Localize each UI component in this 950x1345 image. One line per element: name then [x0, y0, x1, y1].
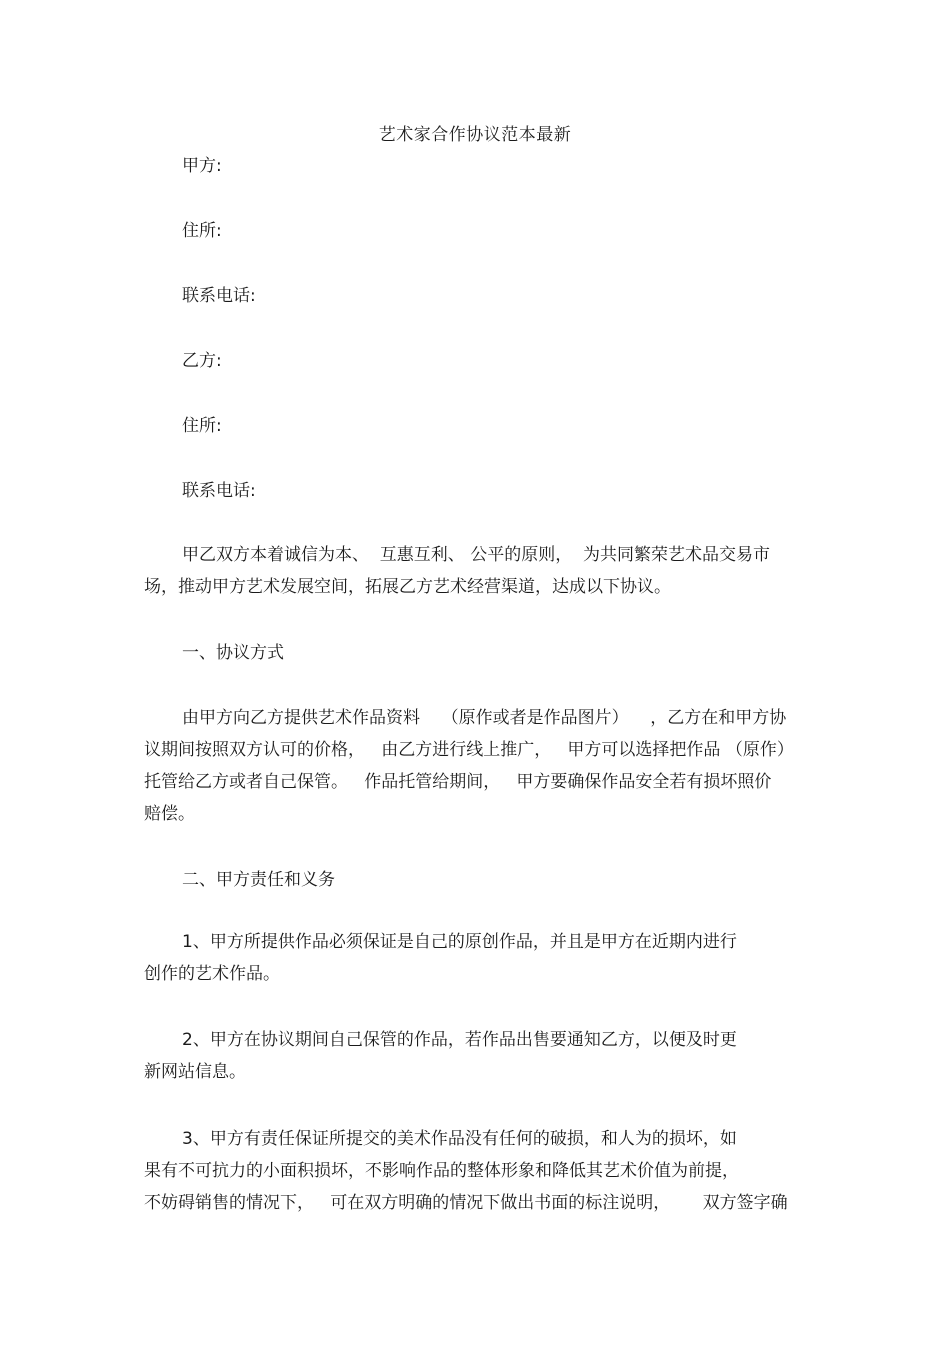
party-a-address-label: 住所: — [182, 221, 222, 241]
section-2-heading: 二、甲方责任和义务 — [182, 870, 335, 890]
section-2-item-3 — [144, 1123, 824, 1219]
party-a-name-label: 甲方: — [182, 156, 222, 176]
item-3-line: 不妨碍销售的情况下， 可在双方明确的情况下做出书面的标注说明， 双方签字确 — [144, 1193, 788, 1213]
section-2-item-2 — [144, 1024, 824, 1088]
party-a-phone-label: 联系电话: — [182, 286, 256, 306]
item-2-line: 2、甲方在协议期间自己保管的作品，若作品出售要通知乙方，以便及时更 — [182, 1030, 737, 1050]
preamble-line: 甲乙双方本着诚信为本、 互惠互利、 公平的原则， 为共同繁荣艺术品交易市 — [182, 545, 771, 565]
item-2-line: 新网站信息。 — [144, 1062, 246, 1082]
section-1-paragraph — [144, 702, 824, 830]
party-b-address-label: 住所: — [182, 416, 222, 436]
party-b-phone-label: 联系电话: — [182, 481, 256, 501]
preamble-line: 场，推动甲方艺术发展空间，拓展乙方艺术经营渠道，达成以下协议。 — [144, 577, 671, 597]
section-2-item-1 — [144, 926, 824, 990]
item-3-line: 3、甲方有责任保证所提交的美术作品没有任何的破损，和人为的损坏，如 — [182, 1129, 737, 1149]
section-1-line: 赔偿。 — [144, 804, 195, 824]
section-1-heading: 一、协议方式 — [182, 643, 284, 663]
section-1-line: 议期间按照双方认可的价格， 由乙方进行线上推广， 甲方可以选择把作品 （原作） — [144, 740, 794, 760]
item-3-line: 果有不可抗力的小面积损坏，不影响作品的整体形象和降低其艺术价值为前提， — [144, 1161, 739, 1181]
document-title: 艺术家合作协议范本最新 — [378, 125, 572, 145]
party-b-name-label: 乙方: — [182, 351, 222, 371]
item-1-line: 创作的艺术作品。 — [144, 964, 280, 984]
item-1-line: 1、甲方所提供作品必须保证是自己的原创作品，并且是甲方在近期内进行 — [182, 932, 737, 952]
preamble-paragraph — [144, 539, 824, 603]
section-1-line: 由甲方向乙方提供艺术作品资料 （原作或者是作品图片） ，乙方在和甲方协 — [182, 708, 787, 728]
section-1-line: 托管给乙方或者自己保管。 作品托管给期间， 甲方要确保作品安全若有损坏照价 — [144, 772, 772, 792]
